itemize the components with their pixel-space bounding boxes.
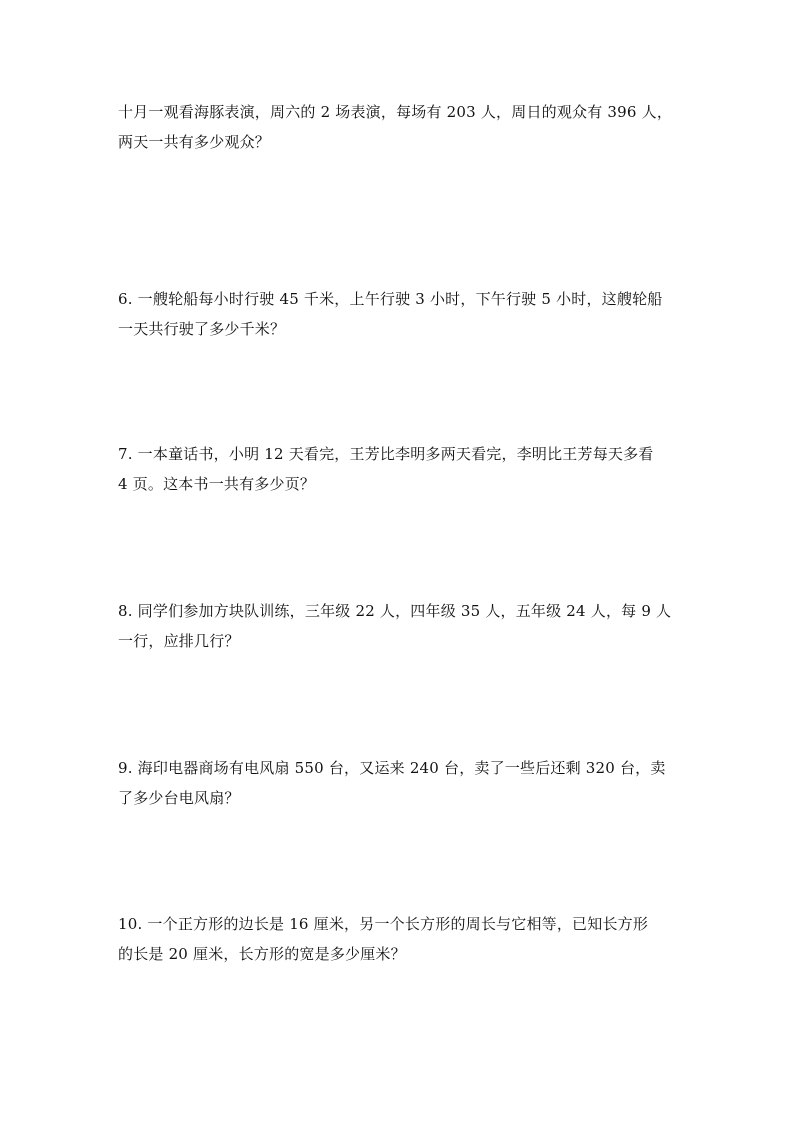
problem-line: 10. 一个正方形的边长是 16 厘米，另一个长方形的周长与它相等，已知长方形 xyxy=(118,915,649,933)
problem-line: 7. 一本童话书，小明 12 天看完，王芳比李明多两天看完，李明比王芳每天多看 xyxy=(118,445,654,463)
problem-line: 十月一观看海豚表演，周六的 2 场表演，每场有 203 人，周日的观众有 396 人， xyxy=(118,103,673,121)
problem-7 xyxy=(118,439,680,499)
problem-9 xyxy=(118,753,680,813)
problem-line: 9. 海印电器商场有电风扇 550 台，又运来 240 台，卖了一些后还剩 320 台，卖 xyxy=(118,759,666,777)
problem-line: 一天共行驶了多少千米？ xyxy=(118,320,286,338)
problem-line: 一行，应排几行？ xyxy=(118,632,240,650)
problem-line: 8. 同学们参加方块队训练，三年级 22 人，四年级 35 人，五年级 24 人，每 9 人 xyxy=(118,602,672,620)
problem-line: 6. 一艘轮船每小时行驶 45 千米，上午行驶 3 小时，下午行驶 5 小时，这艘轮船 xyxy=(118,290,663,308)
problem-line: 两天一共有多少观众？ xyxy=(118,133,271,151)
problem-line: 了多少台电风扇？ xyxy=(118,789,240,807)
problem-8 xyxy=(118,596,680,656)
problem-5 xyxy=(118,97,680,157)
problem-6 xyxy=(118,284,680,344)
problem-line: 4 页。这本书一共有多少页？ xyxy=(118,475,316,493)
problem-10 xyxy=(118,909,680,969)
problem-line: 的长是 20 厘米，长方形的宽是多少厘米？ xyxy=(118,945,406,963)
